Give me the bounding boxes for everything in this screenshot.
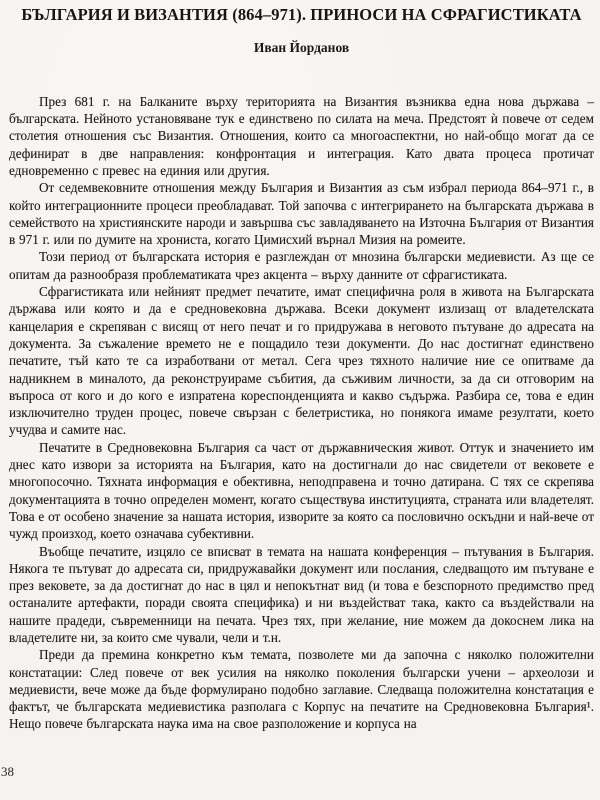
paragraph: Този период от българската история е разглеждан от мнозина български медиевисти. Аз ще се опитам да разнообразя проблематиката чрез акцента – върху данните от сфрагистиката.: [9, 249, 594, 282]
article-body: [9, 93, 594, 733]
paragraph: През 681 г. на Балканите върху територията на Византия възниква една нова държава – българската. Нейното установяване тук е единствено по силата на меча. Предстоят ѝ повече от седем столетия отношения със Византия. Отношения, които са многоаспектни, но най-общо могат да се дефинират в две направления: конфронтация и интеграция. Като двата процеса протичат едновременно с превес на единия или другия.: [9, 93, 594, 178]
paragraph: Сфрагистиката или нейният предмет печатите, имат специфична роля в живота на Българската държава или която и да е средновековна държава. Всеки документ излизащ от владетелската канцелария е скрепяван с висящ от него печат и го придружава в неговото пътуване до адресата на документа. За съжаление времето не е пощадило тези документи. До нас достигнат единствено печатите, тъй като те са изработвани от метал. Сега чрез тяхното наличие ние се опитваме да надникнем в миналото, да реконструираме събития, да съживим личности, за да си отговорим на въпроса от кого и до кого е изпратена кореспонденцията и какво съдържа. Разбира се, това е един изключително труден процес, повече свързан с белетристика, но понякога имаме резултати, което учудва и самите нас.: [9, 284, 594, 438]
paragraph: Печатите в Средновековна България са част от държавническия живот. Оттук и значението им днес като извори за историята на България, като на достигнали до нас свидетели от вековете е многопосочно. Тяхната информация е обективна, неподправена и точно датирана. С тях се скрепява документацията в точно определен момент, когато съществува институцията, страната или владетелят. Това е от особено значение за нашата история, изворите за която са пословично оскъдни и най-вече от чужд произход, което означава субективни.: [9, 439, 594, 542]
article-title: БЪЛГАРИЯ И ВИЗАНТИЯ (864–971). ПРИНОСИ НА СФРАГИСТИКАТА: [21, 5, 582, 24]
paragraph: От седемвековните отношения между България и Византия аз съм избрал периода 864–971 г., в който интеграционните процеси преобладават. Той започва с интегрирането на българската държава в семейството на християнските народи и завършва със завладяването на Източна България от Византия в 971 г. или по думите на хрониста, когато Цимисхий върнал Мизия на ромеите.: [9, 180, 594, 248]
article-author: Иван Йорданов: [253, 39, 350, 55]
page-number: 38: [1, 764, 14, 779]
paragraph: Въобще печатите, изцяло се вписват в темата на нашата конференция – пътувания в България. Някога те пътуват до адресата си, придружавайки документ или послания, следващото им пътуване е през вековете, за да достигнат до нас в цял и непокътнат вид (и това е безспорното предимство пред останалите артефакти, поради своята специфика) и ни въздействат така, както са въздействали на нашите прадеди, съвременници на печата. Чрез тях, при желание, ние можем да докоснем лика на владетелите ни, за които сме чували, чели и т.н.: [9, 543, 594, 645]
paragraph: Преди да премина конкретно към темата, позволете ми да започна с няколко положителни констатации: След повече от век усилия на няколко поколения български учени – археолози и медиевисти, вече може да бъде формулирано подобно заглавие. Следваща положителна констатация е фактът, че българската медиевистика разполага с Корпус на печатите на Средновековна България¹. Нещо повече българската наука има на свое разположение и корпуса на: [9, 647, 594, 732]
